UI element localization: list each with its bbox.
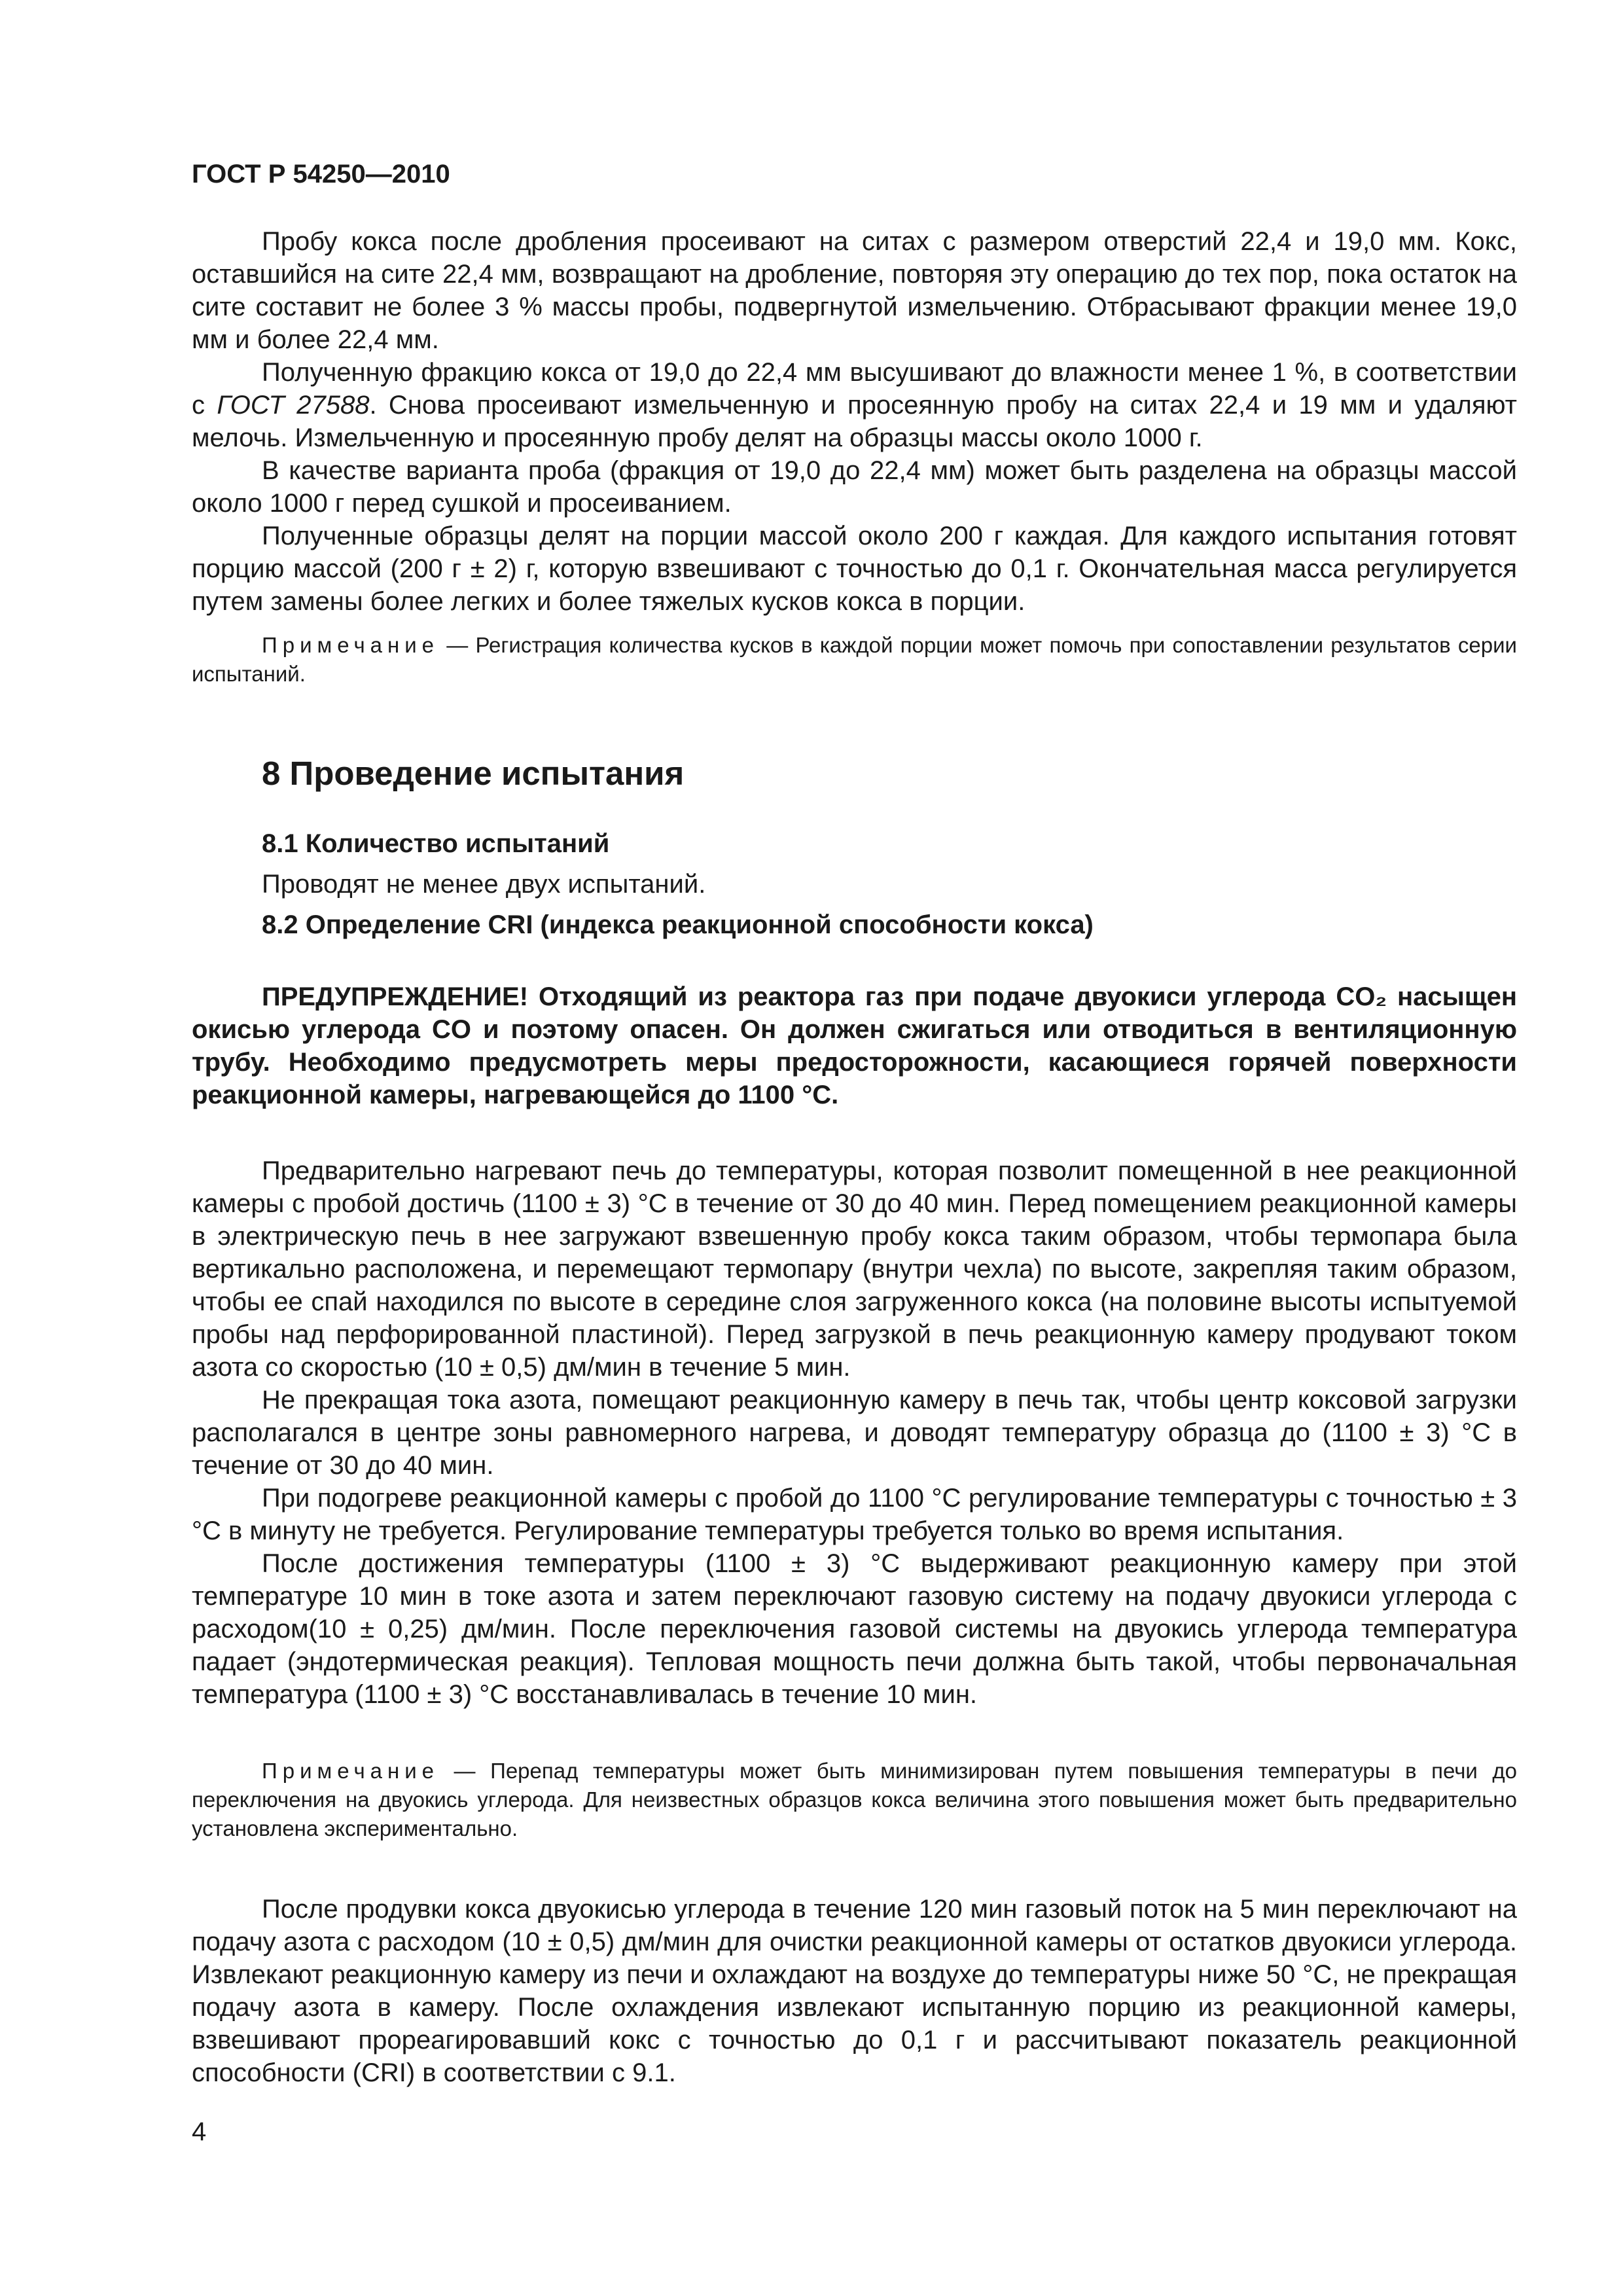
- paragraph: Не прекращая тока азота, помещают реакционную камеру в печь так, чтобы центр коксовой загрузки располагался в центре зоны равномерного нагрева, и доводят температуру образца до (1100 ± 3) °С в течение от 30 до 40 мин.: [192, 1386, 1517, 1480]
- standard-reference-link[interactable]: ГОСТ 27588: [217, 391, 370, 420]
- note: [192, 631, 1517, 689]
- document-page: [192, 157, 1517, 2089]
- note: [192, 1757, 1517, 1843]
- section-title: 8 Проведение испытания: [262, 755, 685, 792]
- page-number: 4: [192, 2117, 207, 2146]
- note-text: — Перепад температуры может быть минимизирован путем повышения температуры в печи до переключения на двуокись углерода. Для неизвестных образцов кокса величина этого повышения может быть предварительно установлена экспериментально.: [192, 1759, 1517, 1840]
- paragraph-text: Полученную фракцию кокса от 19,0 до 22,4 мм высушивают до влажности менее 1 %, в соответствии с: [192, 358, 1517, 420]
- warning-block: ПРЕДУПРЕЖДЕНИЕ! Отходящий из реактора газ при подаче двуокиси углерода CO₂ насыщен окисью углерода CO и поэтому опасен. Он должен сжигаться или отводиться в вентиляционную трубу. Необходимо предусмотреть меры предосторожности, касающиеся горячей поверхности реакционной камеры, нагревающейся до 1100 °С.: [192, 982, 1517, 1109]
- paragraph: Полученные образцы делят на порции массой около 200 г каждая. Для каждого испытания готовят порцию массой (200 г ± 2) г, которую взвешивают с точностью до 0,1 г. Окончательная масса регулируется путем замены более легких и более тяжелых кусков кокса в порции.: [192, 522, 1517, 616]
- paragraph: Пробу кокса после дробления просеивают на ситах с размером отверстий 22,4 и 19,0 мм. Кокс, оставшийся на сите 22,4 мм, возвращают на дробление, повторяя эту операцию до тех пор, пока остаток на сите составит не более 3 % массы пробы, подвергнутой измельчению. Отбрасывают фракции менее 19,0 мм и более 22,4 мм.: [192, 227, 1517, 354]
- paragraph: Предварительно нагревают печь до температуры, которая позволит помещенной в нее реакционной камеры с пробой достичь (1100 ± 3) °С в течение от 30 до 40 мин. Перед помещением реакционной камеры в электрическую печь в нее загружают взвешенную пробу кокса таким образом, чтобы термопара была вертикально расположена, и перемещают термопару (внутри чехла) по высоте, закрепляя таким образом, чтобы ее спай находился по высоте в середине слоя загруженного кокса (на половине высоты испытуемой пробы над перфорированной пластиной). Перед загрузкой в печь реакционную камеру продувают током азота со скоростью (10 ± 0,5) дм/мин в течение 5 мин.: [192, 1157, 1517, 1382]
- paragraph: В качестве варианта проба (фракция от 19,0 до 22,4 мм) может быть разделена на образцы массой около 1000 г перед сушкой и просеиванием.: [192, 456, 1517, 518]
- subsection-title: 8.2 Определение CRI (индекса реакционной способности кокса): [262, 910, 1094, 939]
- paragraph: При подогреве реакционной камеры с пробой до 1100 °С регулирование температуры с точностью ± 3 °С в минуту не требуется. Регулирование температуры требуется только во время испытания.: [192, 1484, 1517, 1545]
- note-text: — Регистрация количества кусков в каждой порции может помочь при сопоставлении результатов серии испытаний.: [192, 633, 1517, 686]
- document-header: ГОСТ Р 54250—2010: [192, 160, 450, 188]
- paragraph: После достижения температуры (1100 ± 3) °С выдерживают реакционную камеру при этой температуре 10 мин в токе азота и затем переключают газовую систему на подачу двуокиси углерода с расходом(10 ± 0,25) дм/мин. После переключения газовой системы на двуокись углерода температура падает (эндотермическая реакция). Тепловая мощность печи должна быть такой, чтобы первоначальная температура (1100 ± 3) °С восстанавливалась в течение 10 мин.: [192, 1549, 1517, 1709]
- note-label: Примечание: [262, 1759, 440, 1783]
- paragraph: Проводят не менее двух испытаний.: [262, 870, 706, 899]
- paragraph-text: . Снова просеивают измельченную и просеянную пробу на ситах 22,4 и 19 мм и удаляют мелочь. Измельченную и просеянную пробу делят на образцы массы около 1000 г.: [192, 391, 1517, 452]
- note-label: Примечание: [262, 633, 440, 657]
- paragraph: После продувки кокса двуокисью углерода в течение 120 мин газовый поток на 5 мин переключают на подачу азота с расходом (10 ± 0,5) дм/мин для очистки реакционной камеры от остатков двуокиси углерода. Извлекают реакционную камеру из печи и охлаждают на воздухе до температуры ниже 50 °С, не прекращая подачу азота в камеру. После охлаждения извлекают испытанную порцию из реакционной камеры, взвешивают прореагировавший кокс с точностью до 0,1 г и рассчитывают показатель реакционной способности (CRI) в соответствии с 9.1.: [192, 1895, 1517, 2087]
- subsection-title: 8.1 Количество испытаний: [262, 829, 610, 858]
- paragraph: [192, 356, 1517, 454]
